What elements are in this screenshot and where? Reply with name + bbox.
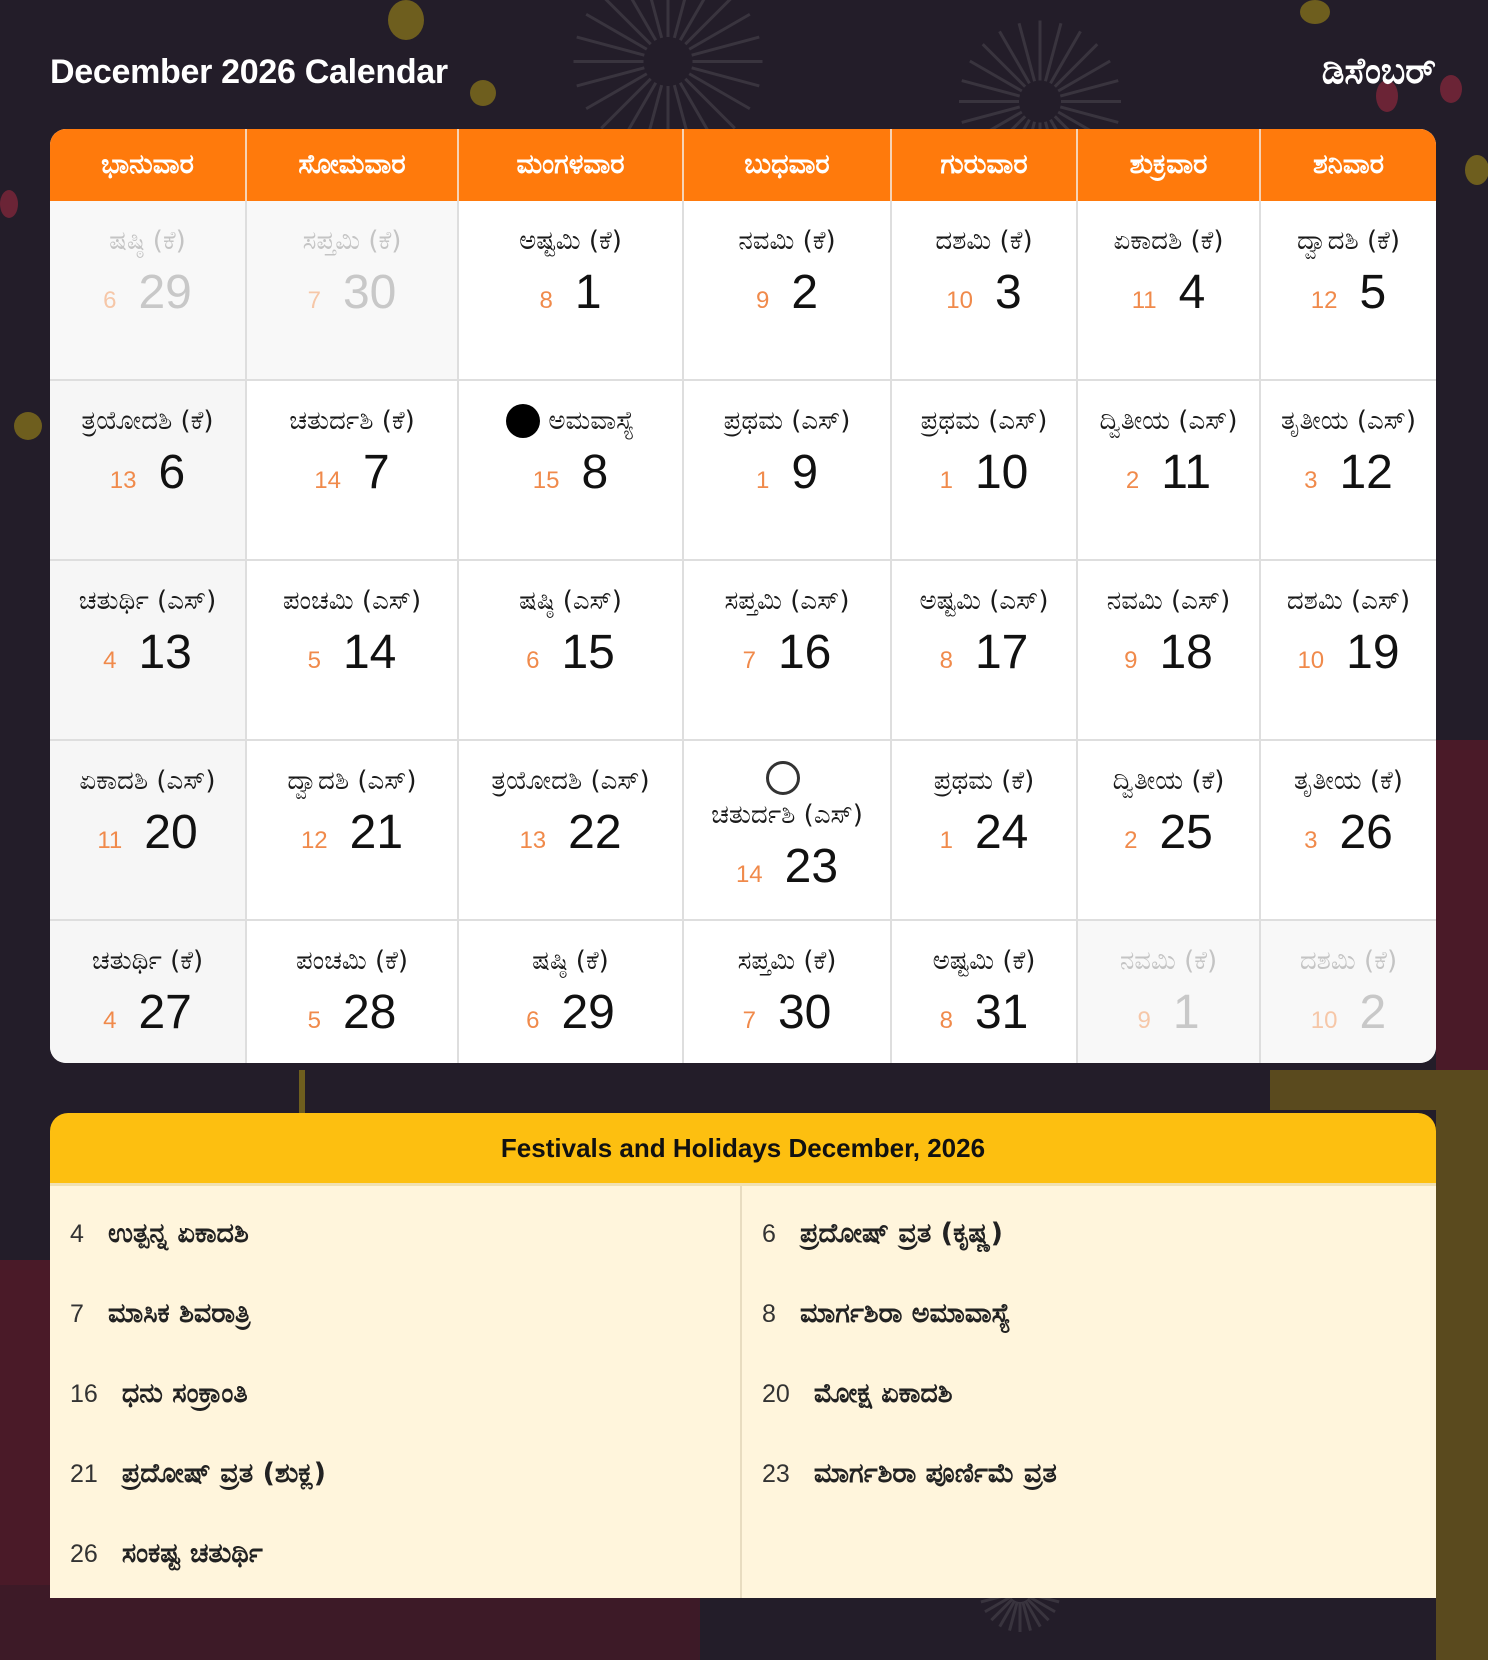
decorative-stripe	[1270, 1070, 1488, 1110]
date-box	[1311, 267, 1386, 319]
day-cell[interactable]	[892, 561, 1078, 741]
date-number: 10	[974, 446, 1029, 499]
day-cell[interactable]	[50, 381, 247, 561]
paksha-day-number: 6	[526, 647, 540, 674]
date-number: 11	[1161, 446, 1212, 499]
date-number: 31	[974, 986, 1029, 1039]
festival-name: ಧನು ಸಂಕ್ರಾಂತಿ	[121, 1378, 248, 1409]
festival-item[interactable]	[50, 1434, 740, 1514]
tithi-text: ಅಷ್ಟಮಿ (ಎಸ್)	[919, 586, 1049, 616]
festival-date: 21	[70, 1459, 98, 1488]
tithi-text: ಪ್ರಥಮ (ಕೆ)	[933, 766, 1035, 796]
festival-date: 8	[762, 1299, 776, 1328]
decorative-dot	[388, 0, 424, 40]
day-cell[interactable]	[684, 921, 892, 1063]
date-box	[308, 627, 397, 679]
tithi-label	[1097, 581, 1240, 621]
date-box	[1137, 987, 1199, 1039]
festivals-list	[50, 1183, 1436, 1598]
day-cell[interactable]	[459, 561, 684, 741]
tithi-label	[509, 581, 632, 621]
tithi-label	[714, 581, 859, 621]
tithi-label	[71, 401, 223, 441]
date-box	[1304, 447, 1393, 499]
calendar-week-row	[50, 201, 1436, 381]
date-number: 29	[138, 266, 192, 319]
date-number: 18	[1159, 626, 1213, 679]
tithi-label	[1089, 401, 1247, 441]
date-number: 7	[363, 446, 390, 499]
day-cell[interactable]	[50, 741, 247, 921]
festival-date: 6	[762, 1219, 776, 1248]
date-box	[736, 841, 838, 893]
day-cell[interactable]	[247, 741, 459, 921]
date-box	[940, 807, 1029, 859]
paksha-day-number: 5	[307, 1007, 321, 1034]
paksha-day-number: 9	[1137, 1007, 1151, 1034]
date-number: 15	[561, 626, 615, 679]
paksha-day-number: 9	[1124, 647, 1138, 674]
date-box	[940, 447, 1029, 499]
tithi-text: ದಶಮಿ (ಕೆ)	[1299, 946, 1398, 976]
tithi-text: ದ್ವಾದಶಿ (ಎಸ್)	[287, 766, 417, 796]
date-box	[1126, 447, 1211, 499]
date-box	[756, 447, 818, 499]
tithi-label	[277, 761, 426, 801]
day-cell[interactable]	[247, 381, 459, 561]
paksha-day-number: 1	[939, 467, 953, 494]
calendar-grid	[50, 201, 1436, 1063]
new-moon-icon	[506, 404, 540, 438]
paksha-day-number: 10	[946, 287, 973, 314]
tithi-text: ದ್ವಾದಶಿ (ಕೆ)	[1297, 226, 1400, 256]
tithi-label	[925, 221, 1042, 261]
festival-name: ಮಾಸಿಕ ಶಿವರಾತ್ರಿ	[108, 1298, 251, 1329]
festival-name: ಉತ್ಪನ್ನ ಏಕಾದಶಿ	[108, 1218, 249, 1249]
day-cell[interactable]	[892, 201, 1078, 381]
day-cell[interactable]	[1078, 201, 1261, 381]
tithi-label	[684, 761, 890, 835]
day-cell[interactable]	[247, 921, 459, 1063]
weekday-monday: ಸೋಮವಾರ	[247, 129, 459, 201]
paksha-day-number: 9	[755, 287, 770, 314]
tithi-text: ಷಷ್ಠಿ (ಕೆ)	[109, 226, 186, 256]
day-cell[interactable]	[892, 921, 1078, 1063]
paksha-day-number: 7	[742, 647, 756, 674]
paksha-day-number: 5	[307, 647, 321, 674]
paksha-day-number: 2	[1124, 827, 1138, 854]
paksha-day-number: 8	[939, 647, 953, 674]
day-cell[interactable]	[684, 561, 892, 741]
tithi-text: ದ್ವಿತೀಯ (ಕೆ)	[1112, 766, 1225, 796]
month-calendar	[50, 129, 1436, 1063]
tithi-text: ತೃತೀಯ (ಕೆ)	[1294, 766, 1403, 796]
date-number: 23	[784, 840, 839, 893]
date-box	[526, 627, 615, 679]
day-cell[interactable]	[1261, 561, 1436, 741]
page-header	[50, 42, 1436, 102]
tithi-label	[728, 221, 845, 261]
date-box	[103, 627, 192, 679]
paksha-day-number: 12	[1310, 287, 1338, 314]
date-number: 14	[342, 626, 397, 679]
paksha-day-number: 10	[1297, 647, 1325, 674]
paksha-day-number: 14	[735, 861, 763, 888]
tithi-label	[293, 221, 412, 261]
paksha-day-number: 14	[314, 467, 341, 494]
festivals-column-right	[742, 1186, 1436, 1598]
date-box	[110, 447, 185, 499]
tithi-text: ನವಮಿ (ಎಸ್)	[1106, 586, 1231, 616]
tithi-text: ನವಮಿ (ಕೆ)	[1119, 946, 1218, 976]
festival-item[interactable]	[742, 1434, 1436, 1514]
date-box	[539, 267, 601, 319]
tithi-label	[522, 941, 619, 981]
tithi-text: ಸಪ್ತಮಿ (ಎಸ್)	[724, 586, 850, 616]
festival-date: 7	[70, 1299, 84, 1328]
kannada-month-title: ಡಿಸೆಂಬರ್	[1321, 51, 1436, 92]
paksha-day-number: 11	[97, 827, 123, 854]
festivals-title: Festivals and Holidays December, 2026	[50, 1113, 1436, 1183]
calendar-week-row	[50, 921, 1436, 1063]
festival-date: 23	[762, 1459, 790, 1488]
date-box	[103, 987, 192, 1039]
weekday-saturday: ಶನಿವಾರ	[1313, 149, 1384, 180]
festival-date: 26	[70, 1539, 98, 1568]
day-cell[interactable]	[50, 921, 247, 1063]
date-box	[308, 987, 397, 1039]
date-number: 19	[1346, 626, 1400, 679]
date-box	[526, 987, 615, 1039]
tithi-label	[1104, 221, 1234, 261]
decorative-stripe	[1436, 1090, 1488, 1660]
date-box	[308, 267, 397, 319]
firework-ray	[961, 105, 1020, 123]
date-box	[103, 267, 192, 319]
tithi-text: ತೃತೀಯ (ಎಸ್)	[1280, 406, 1417, 436]
firework-ray	[1019, 1602, 1022, 1632]
tithi-text: ಚತುರ್ಥಿ (ಕೆ)	[91, 946, 204, 976]
festival-name: ಸಂಕಷ್ಟ ಚತುರ್ಥಿ	[121, 1538, 263, 1569]
day-cell[interactable]	[1261, 921, 1436, 1063]
paksha-day-number: 6	[526, 1007, 540, 1034]
date-number: 4	[1178, 266, 1206, 319]
day-cell[interactable]	[892, 381, 1078, 561]
paksha-day-number: 1	[755, 467, 770, 494]
date-number: 30	[342, 266, 397, 319]
tithi-label	[1103, 761, 1235, 801]
date-number: 5	[1359, 266, 1387, 319]
weekday-tuesday: ಮಂಗಳವಾರ	[459, 129, 684, 201]
tithi-text: ನವಮಿ (ಕೆ)	[738, 226, 836, 256]
tithi-label	[279, 401, 425, 441]
day-cell[interactable]	[459, 381, 684, 561]
paksha-day-number: 10	[1310, 1007, 1338, 1034]
tithi-label	[728, 941, 847, 981]
decorative-dot	[1440, 75, 1462, 103]
tithi-text: ಪಂಚಮಿ (ಕೆ)	[295, 946, 409, 976]
tithi-label	[923, 941, 1046, 981]
festival-item[interactable]	[742, 1354, 1436, 1434]
tithi-label	[1277, 581, 1420, 621]
paksha-day-number: 7	[307, 287, 321, 314]
tithi-text: ಏಕಾದಶಿ (ಕೆ)	[1113, 226, 1224, 256]
date-number: 25	[1159, 806, 1213, 859]
festival-item[interactable]	[50, 1354, 740, 1434]
day-cell[interactable]	[1261, 741, 1436, 921]
day-cell[interactable]	[459, 201, 684, 381]
date-box	[1297, 627, 1399, 679]
paksha-day-number: 7	[742, 1007, 756, 1034]
tithi-text: ದ್ವಿತೀಯ (ಎಸ್)	[1099, 406, 1238, 436]
date-box	[1124, 807, 1213, 859]
tithi-label	[273, 581, 431, 621]
tithi-text: ಅಮವಾಸ್ಯೆ	[548, 406, 635, 436]
decorative-dot	[0, 190, 18, 218]
date-box	[1311, 987, 1386, 1039]
date-box	[743, 627, 832, 679]
paksha-day-number: 15	[532, 467, 560, 494]
tithi-text: ಸಪ್ತಮಿ (ಕೆ)	[737, 946, 837, 976]
festivals-column-left	[50, 1186, 742, 1598]
date-box	[97, 807, 197, 859]
tithi-label	[1287, 221, 1410, 261]
festival-item[interactable]	[50, 1194, 740, 1274]
weekday-wednesday: ಬುಧವಾರ	[684, 129, 892, 201]
tithi-text: ಷಷ್ಠಿ (ಎಸ್)	[519, 586, 622, 616]
tithi-label	[509, 221, 632, 261]
tithi-text: ದಶಮಿ (ಎಸ್)	[1286, 586, 1411, 616]
day-cell[interactable]	[1261, 201, 1436, 381]
date-box	[1124, 627, 1213, 679]
tithi-text: ಚತುರ್ದಶಿ (ಕೆ)	[289, 406, 415, 436]
paksha-day-number: 3	[1304, 827, 1318, 854]
date-number: 16	[777, 626, 832, 679]
date-box	[533, 447, 608, 499]
paksha-day-number: 6	[103, 287, 117, 314]
tithi-label	[82, 941, 213, 981]
tithi-text: ಷಷ್ಠಿ (ಕೆ)	[532, 946, 609, 976]
day-cell[interactable]	[459, 921, 684, 1063]
day-cell[interactable]	[50, 201, 247, 381]
weekday-header-row	[50, 129, 1436, 201]
tithi-text: ಏಕಾದಶಿ (ಎಸ್)	[79, 766, 216, 796]
date-box	[743, 987, 832, 1039]
paksha-day-number: 12	[300, 827, 328, 854]
paksha-day-number: 3	[1304, 467, 1318, 494]
tithi-text: ಅಷ್ಟಮಿ (ಕೆ)	[519, 226, 622, 256]
decorative-dot	[1465, 155, 1488, 185]
calendar-week-row	[50, 381, 1436, 561]
festivals-panel	[50, 1113, 1436, 1598]
date-number: 28	[342, 986, 397, 1039]
day-cell[interactable]	[1078, 381, 1261, 561]
date-number: 21	[349, 806, 404, 859]
tithi-text: ಪ್ರಥಮ (ಎಸ್)	[920, 406, 1048, 436]
paksha-day-number: 8	[539, 287, 553, 314]
tithi-label	[481, 761, 659, 801]
tithi-label	[286, 941, 418, 981]
tithi-label	[1284, 761, 1413, 801]
tithi-text: ತ್ರಯೋದಶಿ (ಎಸ್)	[491, 766, 650, 796]
date-number: 12	[1339, 446, 1393, 499]
date-number: 2	[791, 266, 819, 319]
date-number: 30	[777, 986, 832, 1039]
festival-name: ಪ್ರದೋಷ್ ವ್ರತ (ಶುಕ್ಲ)	[121, 1458, 326, 1489]
tithi-label	[496, 401, 644, 441]
decorative-dot	[14, 412, 42, 440]
date-number: 24	[974, 806, 1029, 859]
date-box	[301, 807, 403, 859]
firework-ray	[667, 0, 670, 37]
tithi-text: ಪ್ರಥಮ (ಎಸ್)	[723, 406, 851, 436]
day-cell[interactable]	[684, 201, 892, 381]
tithi-label	[69, 581, 227, 621]
date-number: 13	[138, 626, 192, 679]
festival-date: 16	[70, 1379, 98, 1408]
firework-ray	[1060, 105, 1119, 123]
day-cell[interactable]	[50, 561, 247, 741]
date-box	[946, 267, 1021, 319]
tithi-text: ದಶಮಿ (ಕೆ)	[935, 226, 1033, 256]
festival-name: ಮೋಕ್ಷ ಏಕಾದಶಿ	[813, 1378, 953, 1409]
date-box	[1132, 267, 1206, 319]
tithi-text: ಸಪ್ತಮಿ (ಕೆ)	[302, 226, 402, 256]
festival-item[interactable]	[742, 1274, 1436, 1354]
day-cell[interactable]	[247, 201, 459, 381]
date-number: 22	[568, 806, 622, 859]
tithi-text: ಅಷ್ಟಮಿ (ಕೆ)	[932, 946, 1036, 976]
paksha-day-number: 4	[103, 1007, 117, 1034]
tithi-label	[99, 221, 196, 261]
day-cell[interactable]	[684, 741, 892, 921]
tithi-label	[909, 581, 1058, 621]
festival-item[interactable]	[50, 1274, 740, 1354]
festival-name: ಮಾರ್ಗಶಿರಾ ಅಮಾವಾಸ್ಯೆ	[800, 1298, 1011, 1329]
full-moon-icon	[766, 761, 800, 795]
decorative-stripe	[299, 1070, 305, 1115]
paksha-day-number: 2	[1125, 467, 1140, 494]
tithi-label	[924, 761, 1045, 801]
date-number: 1	[574, 266, 602, 319]
weekday-sunday: ಭಾನುವಾರ	[50, 129, 247, 201]
tithi-text: ಪಂಚಮಿ (ಎಸ್)	[282, 586, 422, 616]
tithi-label	[1110, 941, 1227, 981]
festival-name: ಪ್ರದೋಷ್ ವ್ರತ (ಕೃಷ್ಣ)	[800, 1218, 1003, 1249]
day-cell[interactable]	[1261, 381, 1436, 561]
paksha-day-number: 13	[519, 827, 547, 854]
calendar-week-row	[50, 741, 1436, 921]
tithi-label	[714, 401, 861, 441]
festival-name: ಮಾರ್ಗಶಿರಾ ಪೂರ್ಣಿಮೆ ವ್ರತ	[813, 1458, 1057, 1489]
date-box	[519, 807, 621, 859]
festival-item[interactable]	[742, 1194, 1436, 1274]
date-number: 29	[561, 986, 615, 1039]
date-number: 26	[1339, 806, 1393, 859]
day-cell[interactable]	[1078, 561, 1261, 741]
day-cell[interactable]	[684, 381, 892, 561]
day-cell[interactable]	[247, 561, 459, 741]
paksha-day-number: 4	[103, 647, 117, 674]
date-box	[756, 267, 818, 319]
day-cell[interactable]	[459, 741, 684, 921]
date-number: 3	[995, 266, 1022, 319]
tithi-label	[1290, 941, 1407, 981]
tithi-text: ಚತುರ್ದಶಿ (ಎಸ್)	[711, 800, 863, 830]
calendar-week-row	[50, 561, 1436, 741]
paksha-day-number: 8	[939, 1007, 953, 1034]
date-number: 6	[158, 446, 186, 499]
day-cell[interactable]	[892, 741, 1078, 921]
date-number: 20	[144, 806, 198, 859]
page-title: December 2026 Calendar	[50, 52, 448, 91]
day-cell[interactable]	[1078, 741, 1261, 921]
weekday-friday: ಶುಕ್ರವಾರ	[1078, 129, 1261, 201]
date-box	[940, 627, 1029, 679]
date-box	[1304, 807, 1393, 859]
date-number: 1	[1172, 986, 1200, 1039]
decorative-dot	[1300, 0, 1330, 24]
date-number: 17	[974, 626, 1029, 679]
date-number: 27	[138, 986, 192, 1039]
paksha-day-number: 13	[109, 467, 137, 494]
paksha-day-number: 11	[1131, 287, 1157, 314]
tithi-label	[69, 761, 225, 801]
tithi-label	[1271, 401, 1426, 441]
festival-date: 20	[762, 1379, 790, 1408]
date-box	[940, 987, 1029, 1039]
festival-date: 4	[70, 1219, 84, 1248]
date-number: 9	[791, 446, 819, 499]
weekday-thursday: ಗುರುವಾರ	[892, 129, 1078, 201]
day-cell[interactable]	[1078, 921, 1261, 1063]
date-box	[314, 447, 389, 499]
date-number: 2	[1359, 986, 1387, 1039]
date-number: 8	[581, 446, 609, 499]
tithi-text: ತ್ರಯೋದಶಿ (ಕೆ)	[81, 406, 214, 436]
tithi-label	[911, 401, 1058, 441]
tithi-text: ಚತುರ್ಥಿ (ಎಸ್)	[78, 586, 217, 616]
paksha-day-number: 1	[939, 827, 953, 854]
festival-item[interactable]	[50, 1514, 740, 1594]
